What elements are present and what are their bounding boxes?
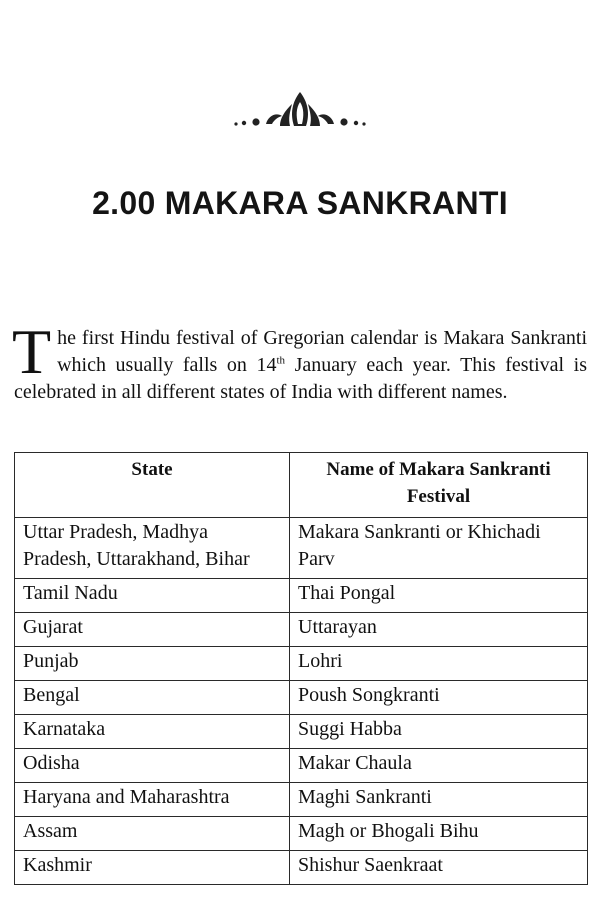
festival-cell: Makar Chaula [290, 749, 588, 783]
table-row [15, 851, 588, 885]
table-row [15, 817, 588, 851]
festival-cell: Maghi Sankranti [290, 783, 588, 817]
header-state: State [15, 453, 290, 518]
state-cell: Karnataka [15, 715, 290, 749]
festival-cell: Lohri [290, 647, 588, 681]
table-row [15, 715, 588, 749]
header-festival: Name of Makara Sankranti Festival [290, 453, 588, 518]
table-row [15, 613, 588, 647]
festival-cell: Uttarayan [290, 613, 588, 647]
state-cell: Tamil Nadu [15, 579, 290, 613]
table-row [15, 579, 588, 613]
state-cell: Uttar Pradesh, Madhya Pradesh, Uttarakhand, Bihar [15, 518, 290, 579]
intro-text-part2: January each year. This festival is celebrated in all different states of India with different names. [14, 354, 587, 403]
state-cell: Gujarat [15, 613, 290, 647]
drop-cap: T [12, 316, 52, 387]
intro-paragraph [12, 316, 587, 406]
chapter-title: 2.00 MAKARA SANKRANTI [92, 185, 508, 221]
floral-ornament-icon [230, 86, 370, 134]
table-row [15, 647, 588, 681]
table-row [15, 681, 588, 715]
table-row [15, 749, 588, 783]
state-cell: Punjab [15, 647, 290, 681]
state-cell: Bengal [15, 681, 290, 715]
festival-cell: Magh or Bhogali Bihu [290, 817, 588, 851]
table-row [15, 783, 588, 817]
table-row [15, 518, 588, 579]
state-cell: Haryana and Maharashtra [15, 783, 290, 817]
state-cell: Odisha [15, 749, 290, 783]
festival-table [14, 452, 588, 885]
table-header-row [15, 453, 588, 518]
intro-superscript: th [276, 354, 286, 367]
state-cell: Kashmir [15, 851, 290, 885]
festival-cell: Shishur Saenkraat [290, 851, 588, 885]
festival-cell: Thai Pongal [290, 579, 588, 613]
intro-text-part1: he first Hindu festival of Gregorian calendar is Makara Sankranti which usually falls on 14 [57, 327, 587, 376]
festival-cell: Suggi Habba [290, 715, 588, 749]
festival-cell: Poush Songkranti [290, 681, 588, 715]
state-cell: Assam [15, 817, 290, 851]
floral-ornament [0, 86, 600, 134]
festival-cell: Makara Sankranti or Khichadi Parv [290, 518, 588, 579]
